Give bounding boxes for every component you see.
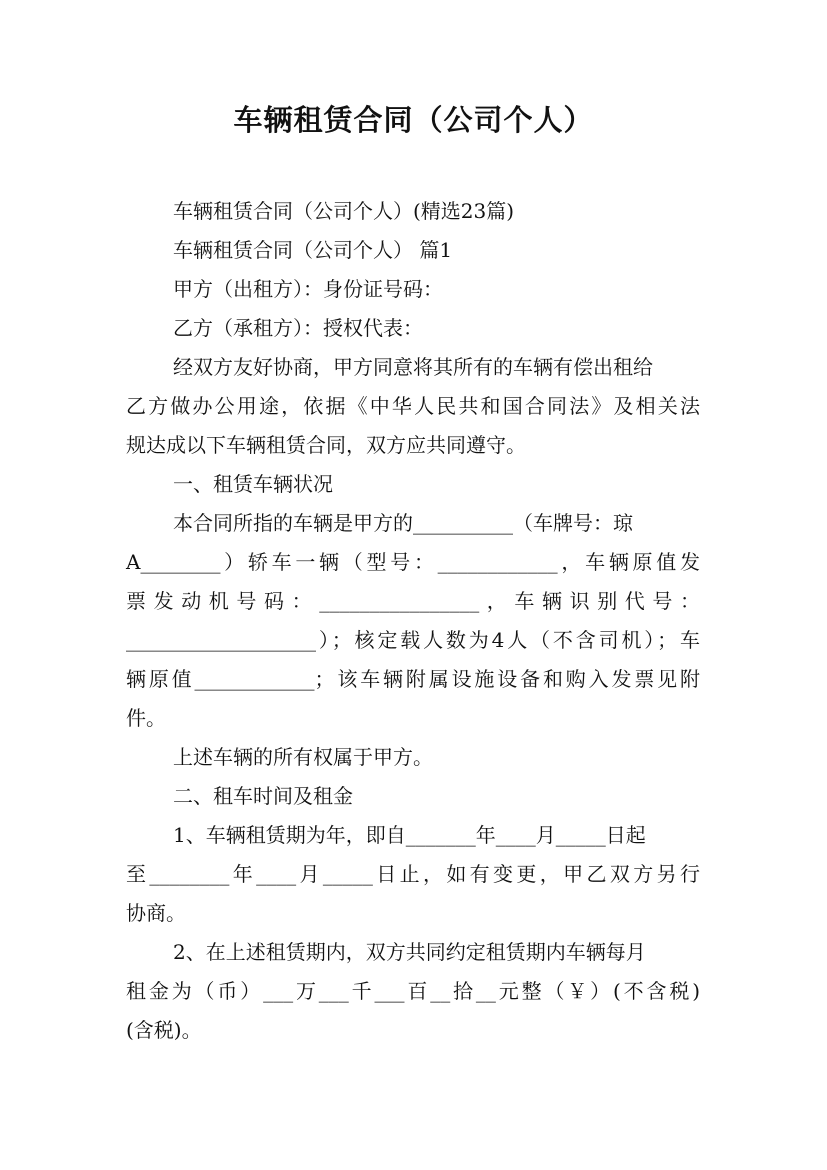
paragraph-line: 件。 [126, 706, 166, 730]
paragraph-line: 本合同所指的车辆是甲方的__________（车牌号：琼 [173, 511, 633, 535]
paragraph-line: 1、车辆租赁期为年，即自_______年____月_____日起 [173, 823, 646, 847]
document-title: 车辆租赁合同（公司个人） [233, 103, 594, 137]
paragraph-line: 乙方做办公用途，依据《中华人民共和国合同法》及相关法 [126, 394, 700, 418]
paragraph-line: 租金为（币）___万___千___百__拾__元整（￥）(不含税) [126, 979, 700, 1003]
paragraph-line: ___________________）；核定载人数为4人（不含司机）；车 [126, 628, 700, 652]
clause-heading: 二、租车时间及租金 [173, 784, 353, 808]
paragraph-line: 票发动机号码：________________，车辆识别代号： [126, 589, 700, 613]
clause-heading: 一、租赁车辆状况 [173, 472, 333, 496]
paragraph-line: (含税)。 [126, 1018, 202, 1042]
paragraph-line: 至________年____月_____日止，如有变更，甲乙双方另行 [126, 862, 700, 886]
paragraph-line: 协商。 [126, 901, 186, 925]
party-a-line: 甲方（出租方）：身份证号码： [173, 277, 443, 301]
party-b-line: 乙方（承租方）：授权代表： [173, 316, 423, 340]
paragraph-line: 经双方友好协商，甲方同意将其所有的车辆有偿出租给 [173, 355, 653, 379]
paragraph-line: 2、在上述租赁期内，双方共同约定租赁期内车辆每月 [173, 940, 646, 964]
paragraph-line: 上述车辆的所有权属于甲方。 [173, 745, 433, 769]
paragraph-line: 规达成以下车辆租赁合同，双方应共同遵守。 [126, 433, 526, 457]
paragraph-line: A________）轿车一辆（型号：____________，车辆原值发 [126, 550, 700, 574]
paragraph-line: 辆原值____________；该车辆附属设施设备和购入发票见附 [126, 667, 700, 691]
subtitle-line: 车辆租赁合同（公司个人）(精选23篇) [173, 199, 515, 223]
section-heading-line: 车辆租赁合同（公司个人） 篇1 [173, 238, 453, 262]
